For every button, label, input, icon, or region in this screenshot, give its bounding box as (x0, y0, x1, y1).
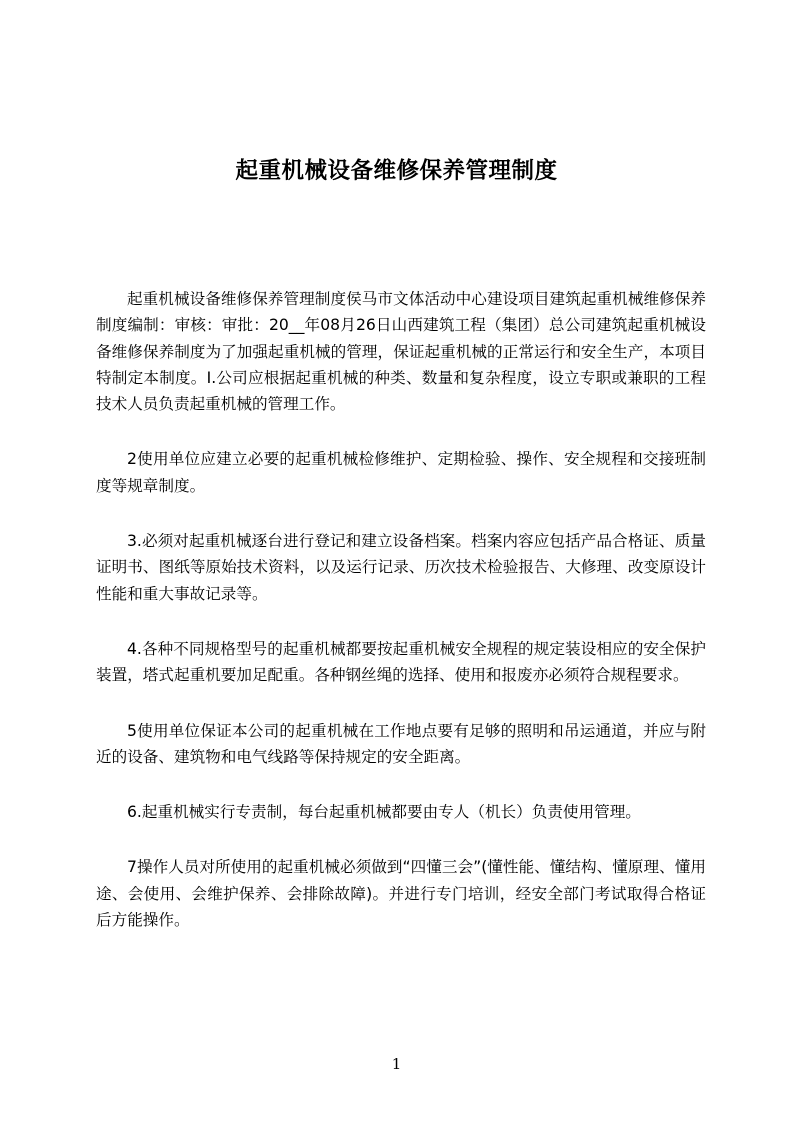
paragraph-2: 2使用单位应建立必要的起重机械检修维护、定期检验、操作、安全规程和交接班制度等规章制度。 (96, 450, 706, 495)
paragraph-6: 6.起重机械实行专责制，每台起重机械都要由专人（机长）负责使用管理。 (127, 803, 641, 822)
page-title: 起重机械设备维修保养管理制度 (235, 158, 558, 185)
paragraph-4: 4.各种不同规格型号的起重机械都要按起重机械安全规程的规定装设相应的安全保护装置，塔式起重机要加足配重。各种钢丝绳的选择、使用和报废亦必须符合规程要求。 (96, 639, 706, 685)
paragraph-intro: 起重机械设备维修保养管理制度侯马市文体活动中心建设项目建筑起重机械维修保养制度编制：审核：审批：20__年08月26日山西建筑工程（集团）总公司建筑起重机械设备维修保养制度为了加强起重机械的管理，保证起重机械的正常运行和安全生产，本项目特制定本制度。I.公司应根据起重机械的种类、数量和复杂程度，设立专职或兼职的工程技术人员负责起重机械的管理工作。 (96, 290, 706, 414)
page-number: 1 (391, 1055, 402, 1073)
paragraph-3: 3.必须对起重机械逐台进行登记和建立设备档案。档案内容应包括产品合格证、质量证明书、图纸等原始技术资料，以及运行记录、历次技术检验报告、大修理、改变原设计性能和重大事故记录等。 (96, 532, 706, 603)
paragraph-7: 7操作人员对所使用的起重机械必须做到“四懂三会”(懂性能、懂结构、懂原理、懂用途、会使用、会维护保养、会排除故障)。并进行专门培训，经安全部门考试取得合格证后方能操作。 (96, 858, 706, 930)
paragraph-5: 5使用单位保证本公司的起重机械在工作地点要有足够的照明和吊运通道，并应与附近的设备、建筑物和电气线路等保持规定的安全距离。 (96, 721, 706, 766)
document-body (96, 286, 706, 962)
